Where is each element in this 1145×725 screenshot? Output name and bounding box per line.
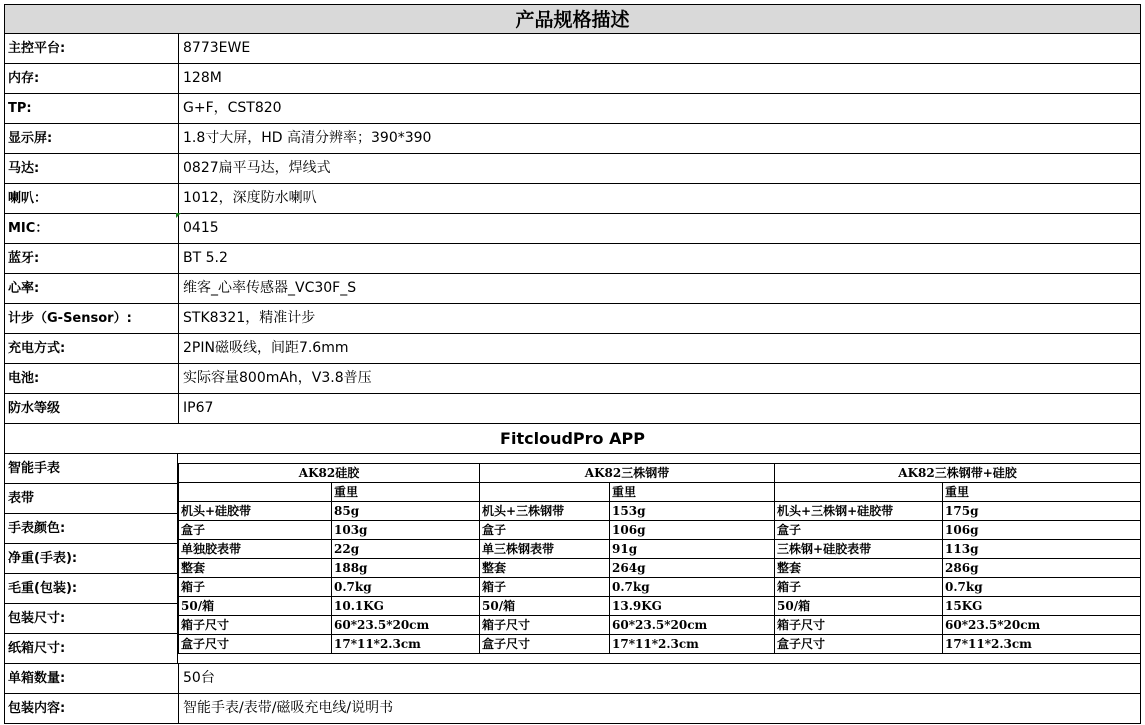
- item-cell: 整套: [775, 559, 943, 578]
- weight-header: 重里: [332, 483, 480, 502]
- item-cell: 50/箱: [775, 597, 943, 616]
- item-cell: 箱子: [179, 578, 332, 597]
- value-cell: 0.7kg: [332, 578, 480, 597]
- item-cell: 整套: [480, 559, 610, 578]
- value-cell: 153g: [610, 502, 775, 521]
- table-row: [179, 521, 1141, 540]
- item-cell: 机头+硅胶带: [179, 502, 332, 521]
- item-cell: 箱子尺寸: [480, 616, 610, 635]
- group-header: AK82三株钢带+硅胶: [775, 464, 1141, 483]
- left-label: 手表颜色:: [4, 514, 178, 544]
- spec-label: 包装内容:: [5, 694, 179, 723]
- item-cell: 盒子尺寸: [179, 635, 332, 654]
- left-label: 毛重(包装):: [4, 574, 178, 604]
- spec-label: 单箱数量:: [5, 664, 179, 693]
- item-cell: 箱子: [775, 578, 943, 597]
- value-cell: 106g: [943, 521, 1141, 540]
- spec-row: [4, 274, 1141, 304]
- empty-cell: [480, 483, 610, 502]
- spec-row: [4, 154, 1141, 184]
- spec-row: [4, 334, 1141, 364]
- weight-header: 重里: [610, 483, 775, 502]
- spec-value: 智能手表/表带/磁吸充电线/说明书: [183, 700, 394, 716]
- spec-label: 电池:: [5, 364, 179, 393]
- item-cell: 盒子尺寸: [480, 635, 610, 654]
- value-cell: 60*23.5*20cm: [943, 616, 1141, 635]
- item-cell: 盒子尺寸: [775, 635, 943, 654]
- value-cell: 10.1KG: [332, 597, 480, 616]
- value-cell: 60*23.5*20cm: [610, 616, 775, 635]
- spec-value: G+F，CST820: [183, 100, 282, 116]
- spec-value: BT 5.2: [183, 250, 228, 266]
- value-cell: 0.7kg: [943, 578, 1141, 597]
- table-row: [179, 502, 1141, 521]
- spec-label: 计步（G-Sensor）:: [5, 304, 179, 333]
- value-cell: 188g: [332, 559, 480, 578]
- spec-value: 0415: [183, 220, 219, 236]
- empty-cell: [179, 483, 332, 502]
- value-cell: 175g: [943, 502, 1141, 521]
- spec-label: TP:: [5, 94, 179, 123]
- value-cell: 22g: [332, 540, 480, 559]
- value-cell: 60*23.5*20cm: [332, 616, 480, 635]
- left-label: 纸箱尺寸:: [4, 634, 178, 664]
- spec-row: [4, 664, 1141, 694]
- spec-row: [4, 214, 1141, 244]
- value-cell: 103g: [332, 521, 480, 540]
- spec-row: [4, 394, 1141, 424]
- value-cell: 286g: [943, 559, 1141, 578]
- spec-label: 防水等级: [5, 394, 179, 423]
- value-cell: 13.9KG: [610, 597, 775, 616]
- spec-label: MIC：: [5, 214, 179, 243]
- group-header: AK82三株钢带: [480, 464, 775, 483]
- item-cell: 单三株钢表带: [480, 540, 610, 559]
- empty-cell: [775, 483, 943, 502]
- weight-header: 重里: [943, 483, 1141, 502]
- spec-label: 显示屏:: [5, 124, 179, 153]
- spec-row: [4, 244, 1141, 274]
- item-cell: 50/箱: [179, 597, 332, 616]
- value-cell: 15KG: [943, 597, 1141, 616]
- group-header: AK82硅胶: [179, 464, 480, 483]
- spec-value: 0827扁平马达，焊线式: [183, 160, 331, 176]
- table-row: [179, 635, 1141, 654]
- item-cell: 三株钢+硅胶表带: [775, 540, 943, 559]
- table-row: [179, 597, 1141, 616]
- spec-row: [4, 94, 1141, 124]
- spec-value: IP67: [183, 400, 214, 416]
- value-cell: 264g: [610, 559, 775, 578]
- spec-value: 2PIN磁吸线，间距7.6mm: [183, 340, 349, 356]
- table-row: [179, 464, 1141, 483]
- spec-label: 马达:: [5, 154, 179, 183]
- table-row: [179, 616, 1141, 635]
- spec-row: [4, 694, 1141, 724]
- spec-value: 8773EWE: [183, 40, 251, 56]
- left-label: 智能手表: [4, 454, 178, 484]
- spec-row: [4, 124, 1141, 154]
- spec-row: [4, 304, 1141, 334]
- value-cell: 17*11*2.3cm: [332, 635, 480, 654]
- app-name-row: FitcloudPro APP: [4, 424, 1141, 454]
- spec-label: 充电方式:: [5, 334, 179, 363]
- spec-row: [4, 184, 1141, 214]
- left-label: 表带: [4, 484, 178, 514]
- item-cell: 整套: [179, 559, 332, 578]
- cell-comment-marker: [176, 213, 181, 218]
- spec-value: 实际容量800mAh，V3.8普压: [183, 370, 372, 386]
- item-cell: 盒子: [775, 521, 943, 540]
- spec-label: 喇叭：: [5, 184, 179, 213]
- item-cell: 盒子: [480, 521, 610, 540]
- spec-label: 心率:: [5, 274, 179, 303]
- table-row: [179, 483, 1141, 502]
- item-cell: 50/箱: [480, 597, 610, 616]
- value-cell: 106g: [610, 521, 775, 540]
- spec-label: 主控平台:: [5, 34, 179, 63]
- left-label: 净重(手表):: [4, 544, 178, 574]
- item-cell: 单独胶表带: [179, 540, 332, 559]
- spec-value: 128M: [183, 70, 222, 86]
- value-cell: 17*11*2.3cm: [943, 635, 1141, 654]
- spec-value: STK8321，精准计步: [183, 310, 316, 326]
- spec-label: 内存:: [5, 64, 179, 93]
- spec-value: 维客_心率传感器_VC30F_S: [183, 280, 357, 296]
- item-cell: 盒子: [179, 521, 332, 540]
- table-row: [179, 540, 1141, 559]
- spec-value: 1.8寸大屏，HD 高清分辨率；390*390: [183, 130, 432, 146]
- value-cell: 0.7kg: [610, 578, 775, 597]
- spec-value: 1012，深度防水喇叭: [183, 190, 317, 206]
- table-row: [179, 559, 1141, 578]
- item-cell: 机头+三株钢+硅胶带: [775, 502, 943, 521]
- spec-row: [4, 364, 1141, 394]
- left-label: 包装尺寸:: [4, 604, 178, 634]
- spec-row: [4, 64, 1141, 94]
- item-cell: 箱子尺寸: [775, 616, 943, 635]
- item-cell: 机头+三株钢带: [480, 502, 610, 521]
- spec-label: 蓝牙:: [5, 244, 179, 273]
- table-row: [179, 578, 1141, 597]
- item-cell: 箱子: [480, 578, 610, 597]
- spec-value: 50台: [183, 670, 215, 686]
- spec-row: [4, 34, 1141, 64]
- value-cell: 113g: [943, 540, 1141, 559]
- item-cell: 箱子尺寸: [179, 616, 332, 635]
- value-cell: 17*11*2.3cm: [610, 635, 775, 654]
- value-cell: 85g: [332, 502, 480, 521]
- weight-table: [178, 463, 1141, 654]
- sheet-title: 产品规格描述: [4, 4, 1141, 34]
- value-cell: 91g: [610, 540, 775, 559]
